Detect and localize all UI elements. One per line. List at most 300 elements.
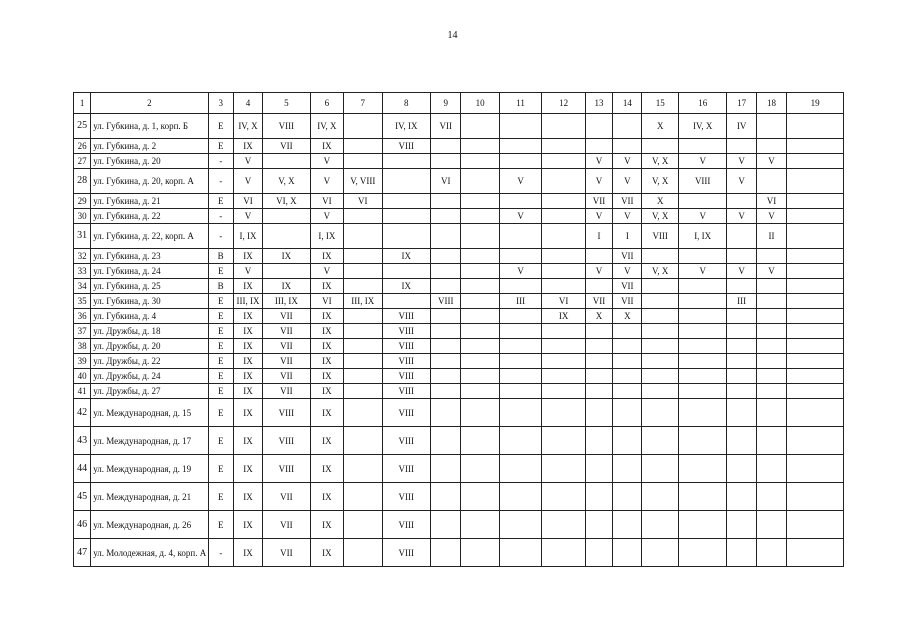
address-cell: ул. Губкина, д. 22, корп. А [91,224,208,249]
table-cell: IX [233,309,262,324]
table-cell: VII [263,339,311,354]
table-cell: VII [263,539,311,567]
column-header-10: 10 [461,93,499,114]
table-cell [756,139,786,154]
table-cell: IX [233,249,262,264]
table-cell: VII [585,294,612,309]
table-cell [787,399,844,427]
table-cell [461,249,499,264]
table-cell [727,427,756,455]
table-cell: V [499,264,541,279]
table-cell: X [642,114,678,139]
table-cell: V [585,154,612,169]
table-cell: IV, X [678,114,727,139]
table-cell [727,224,756,249]
table-cell [727,324,756,339]
column-header-11: 11 [499,93,541,114]
table-cell [542,224,586,249]
row-number: 25 [74,114,91,139]
table-cell [756,114,786,139]
table-cell [542,264,586,279]
column-header-1: 1 [74,93,91,114]
row-number: 29 [74,194,91,209]
table-cell: IX [233,369,262,384]
row-number: 28 [74,169,91,194]
address-cell: ул. Молодежная, д. 4, корп. А [91,539,208,567]
column-header-2: 2 [91,93,208,114]
table-cell: IX [310,399,343,427]
table-cell [499,194,541,209]
table-cell [344,455,382,483]
column-header-18: 18 [756,93,786,114]
table-cell [585,384,612,399]
table-cell [727,309,756,324]
table-cell: IX [310,539,343,567]
table-cell [431,511,461,539]
table-cell: Е [208,369,233,384]
address-cell: ул. Губкина, д. 25 [91,279,208,294]
table-cell [613,384,642,399]
table-cell [756,399,786,427]
address-cell: ул. Губкина, д. 4 [91,309,208,324]
table-cell [756,369,786,384]
table-cell: VII [613,294,642,309]
table-row [74,309,844,324]
table-cell [542,354,586,369]
column-header-7: 7 [344,93,382,114]
table-cell: VII [263,369,311,384]
table-cell [499,354,541,369]
table-cell [613,369,642,384]
table-cell: В [208,249,233,264]
table-cell [344,224,382,249]
table-cell [727,339,756,354]
table-cell [542,455,586,483]
table-cell [542,483,586,511]
table-cell [344,539,382,567]
table-cell: V [233,264,262,279]
table-cell [727,511,756,539]
table-cell: IX [233,483,262,511]
table-cell: VII [613,279,642,294]
table-cell: I [613,224,642,249]
column-header-4: 4 [233,93,262,114]
table-cell: IX [310,369,343,384]
row-number: 39 [74,354,91,369]
table-cell [542,539,586,567]
table-cell: V [613,154,642,169]
table-cell [585,249,612,264]
table-cell: V, X [642,154,678,169]
table-cell: VIII [678,169,727,194]
column-header-12: 12 [542,93,586,114]
table-cell: В [208,279,233,294]
table-cell [585,369,612,384]
table-cell [344,264,382,279]
table-cell: VIII [382,427,431,455]
table-cell: Е [208,324,233,339]
table-cell: III, IX [344,294,382,309]
address-cell: ул. Дружбы, д. 22 [91,354,208,369]
column-header-13: 13 [585,93,612,114]
table-row [74,194,844,209]
table-cell: V, X [642,169,678,194]
row-number: 43 [74,427,91,455]
table-cell [642,324,678,339]
column-header-17: 17 [727,93,756,114]
table-cell: IX [310,384,343,399]
table-cell: IX [310,324,343,339]
table-row [74,399,844,427]
table-cell [727,369,756,384]
table-cell: V [585,169,612,194]
table-cell: VIII [431,294,461,309]
address-cell: ул. Международная, д. 21 [91,483,208,511]
table-cell [431,224,461,249]
table-cell: IX [310,249,343,264]
table-row [74,224,844,249]
row-number: 35 [74,294,91,309]
table-cell: IV, X [233,114,262,139]
table-cell [542,154,586,169]
table-cell [678,249,727,264]
table-cell [642,427,678,455]
table-cell: Е [208,427,233,455]
table-cell: VII [613,249,642,264]
row-number: 44 [74,455,91,483]
table-cell: IX [233,384,262,399]
table-cell: VIII [382,483,431,511]
row-number: 32 [74,249,91,264]
table-cell [613,483,642,511]
table-cell [431,427,461,455]
table-cell [613,339,642,354]
table-cell [787,209,844,224]
table-cell [678,369,727,384]
table-cell [431,324,461,339]
table-cell [542,249,586,264]
table-cell: I, IX [310,224,343,249]
table-cell: VIII [382,139,431,154]
table-cell: III [499,294,541,309]
table-cell [727,399,756,427]
table-row [74,114,844,139]
table-cell: V [613,209,642,224]
table-cell: IX [382,279,431,294]
table-cell [344,399,382,427]
table-cell [678,309,727,324]
table-cell [461,264,499,279]
table-cell [431,309,461,324]
table-row [74,139,844,154]
table-row [74,354,844,369]
table-cell [678,294,727,309]
address-cell: ул. Дружбы, д. 24 [91,369,208,384]
table-cell [787,114,844,139]
table-cell [382,169,431,194]
table-cell [382,209,431,224]
address-cell: ул. Губкина, д. 30 [91,294,208,309]
table-cell [431,209,461,224]
table-cell [461,279,499,294]
table-cell: V [678,154,727,169]
table-cell: I, IX [678,224,727,249]
table-cell: VII [263,324,311,339]
table-cell: Е [208,511,233,539]
table-cell [461,539,499,567]
table-cell: V [585,264,612,279]
table-cell: Е [208,194,233,209]
table-row [74,483,844,511]
table-cell [461,309,499,324]
table-cell [787,224,844,249]
table-cell [461,209,499,224]
table-cell: IV, X [310,114,343,139]
table-cell: - [208,209,233,224]
table-row [74,455,844,483]
table-cell [263,209,311,224]
table-cell [499,324,541,339]
table-cell [542,324,586,339]
table-cell: Е [208,384,233,399]
table-cell [431,539,461,567]
table-cell: I [585,224,612,249]
address-cell: ул. Губкина, д. 20 [91,154,208,169]
table-cell: IX [310,483,343,511]
table-cell: VIII [382,339,431,354]
row-number: 34 [74,279,91,294]
table-cell: III, IX [233,294,262,309]
table-cell: VIII [263,399,311,427]
table-cell [344,511,382,539]
table-cell [613,354,642,369]
table-cell [678,194,727,209]
table-cell: IX [233,511,262,539]
table-cell: VIII [382,309,431,324]
table-cell [344,324,382,339]
table-cell: V [678,209,727,224]
table-cell: VIII [382,399,431,427]
table-cell: VIII [382,354,431,369]
table-cell [461,139,499,154]
table-cell: IX [233,427,262,455]
row-number: 45 [74,483,91,511]
table-cell [344,154,382,169]
table-cell [756,294,786,309]
table-cell [431,455,461,483]
table-cell [499,427,541,455]
table-cell [613,114,642,139]
table-cell [787,369,844,384]
table-cell: VIII [382,455,431,483]
table-cell [756,455,786,483]
row-number: 31 [74,224,91,249]
table-cell [727,384,756,399]
table-cell: VII [585,194,612,209]
table-cell: VI [233,194,262,209]
row-number: 27 [74,154,91,169]
table-cell [585,427,612,455]
table-cell [787,455,844,483]
table-cell: II [756,224,786,249]
row-number: 42 [74,399,91,427]
table-cell [431,154,461,169]
table-cell [382,154,431,169]
table-cell [344,209,382,224]
table-cell [642,294,678,309]
table-cell [787,194,844,209]
table-cell: VIII [382,324,431,339]
table-row [74,154,844,169]
table-cell: V, X [642,209,678,224]
table-cell: V [310,264,343,279]
table-cell [542,209,586,224]
table-cell [678,339,727,354]
row-number: 38 [74,339,91,354]
table-cell: Е [208,294,233,309]
table-cell: Е [208,139,233,154]
table-cell [499,369,541,384]
table-cell [642,455,678,483]
table-cell [585,539,612,567]
table-cell: - [208,224,233,249]
column-header-6: 6 [310,93,343,114]
table-cell [727,249,756,264]
table-cell [263,154,311,169]
address-cell: ул. Международная, д. 26 [91,511,208,539]
table-cell [431,194,461,209]
table-cell: Е [208,483,233,511]
row-number: 40 [74,369,91,384]
table-cell [787,279,844,294]
table-cell [461,399,499,427]
table-cell [499,139,541,154]
table-cell: V [678,264,727,279]
table-cell: VII [613,194,642,209]
table-cell [642,279,678,294]
table-cell [499,455,541,483]
table-cell [642,399,678,427]
table-cell: Е [208,354,233,369]
table-cell: V [727,209,756,224]
table-row [74,294,844,309]
table-cell [585,114,612,139]
address-cell: ул. Губкина, д. 20, корп. А [91,169,208,194]
table-cell: IX [233,455,262,483]
table-cell [499,279,541,294]
table-cell [461,154,499,169]
table-cell: V [499,169,541,194]
table-cell: IX [310,139,343,154]
table-cell [787,154,844,169]
table-cell [461,294,499,309]
table-cell [756,279,786,294]
table-cell [461,324,499,339]
table-cell [756,384,786,399]
table-cell [787,539,844,567]
table-cell: X [613,309,642,324]
table-cell [642,249,678,264]
table-cell [642,483,678,511]
table-cell [382,224,431,249]
table-cell: VI [310,294,343,309]
table-cell [678,139,727,154]
table-cell: Е [208,399,233,427]
table-cell [542,279,586,294]
table-cell: Е [208,114,233,139]
table-cell: V [233,209,262,224]
table-cell: V [499,209,541,224]
row-number: 47 [74,539,91,567]
table-cell: Е [208,264,233,279]
table-cell [613,324,642,339]
table-cell: IX [310,354,343,369]
table-cell [585,511,612,539]
table-cell [499,399,541,427]
table-cell [678,539,727,567]
table-cell [542,194,586,209]
table-cell: I, IX [233,224,262,249]
table-cell [585,139,612,154]
table-row [74,324,844,339]
table-cell [542,399,586,427]
table-cell [499,224,541,249]
table-cell [678,354,727,369]
table-cell [542,384,586,399]
header-row [74,93,844,114]
table-cell [431,279,461,294]
table-cell: V [310,154,343,169]
table-cell [499,339,541,354]
table-cell: Е [208,309,233,324]
table-cell [344,354,382,369]
table-cell [344,139,382,154]
row-number: 46 [74,511,91,539]
table-cell: VIII [263,427,311,455]
table-cell [499,511,541,539]
table-cell [756,169,786,194]
table-cell: - [208,539,233,567]
table-cell: IX [382,249,431,264]
row-number: 30 [74,209,91,224]
table-cell [678,324,727,339]
table-cell [727,455,756,483]
table-cell: V [727,154,756,169]
table-cell: IX [233,354,262,369]
table-cell [756,249,786,264]
table-cell [787,309,844,324]
address-cell: ул. Дружбы, д. 27 [91,384,208,399]
table-cell [787,339,844,354]
table-cell: V [756,264,786,279]
table-cell: VII [263,483,311,511]
table-cell [678,384,727,399]
table-cell [542,169,586,194]
address-cell: ул. Губкина, д. 24 [91,264,208,279]
table-cell [787,511,844,539]
table-cell [727,139,756,154]
address-cell: ул. Международная, д. 15 [91,399,208,427]
column-header-9: 9 [431,93,461,114]
table-row [74,511,844,539]
table-cell: V [233,169,262,194]
table-cell: V [727,169,756,194]
table-cell [787,384,844,399]
address-cell: ул. Губкина, д. 23 [91,249,208,264]
column-header-5: 5 [263,93,311,114]
table-cell [756,324,786,339]
table-cell [499,114,541,139]
